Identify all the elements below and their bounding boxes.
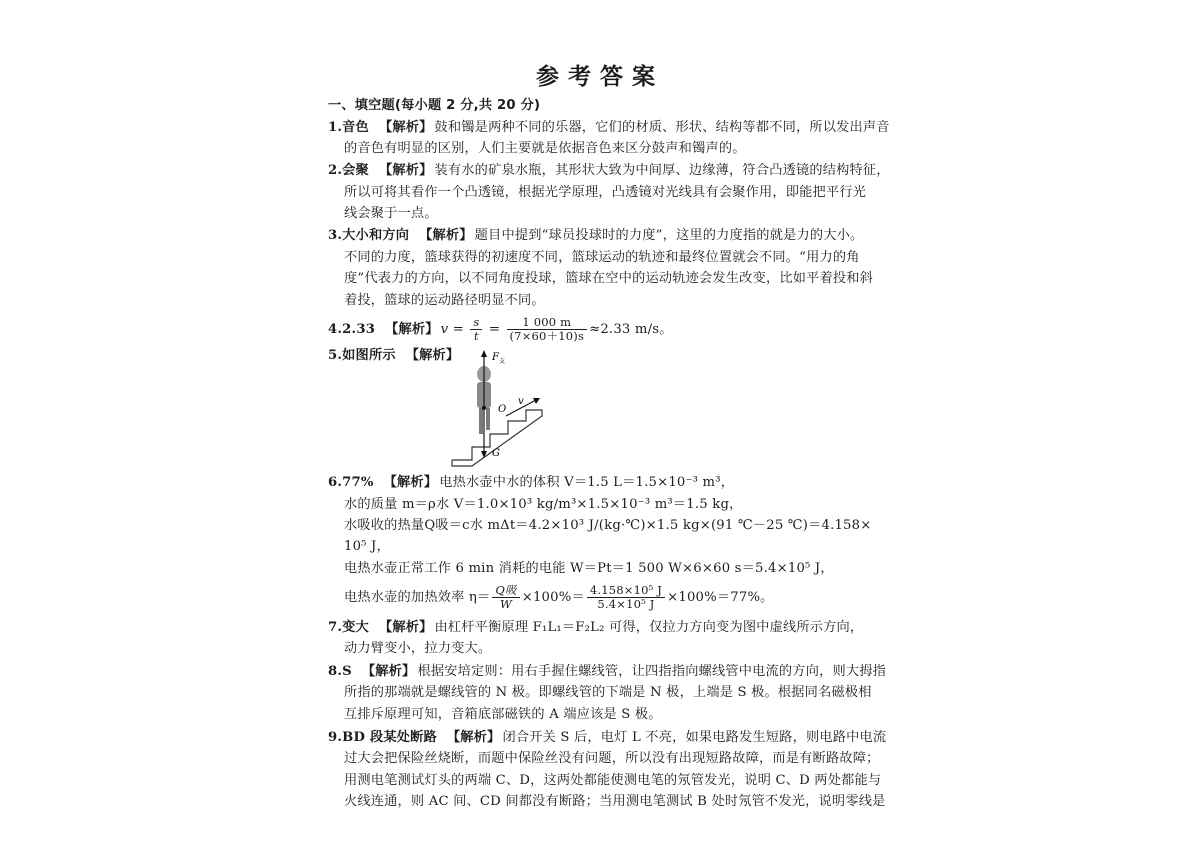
answer-6-text: 电热水壶中水的体积 V＝1.5 L＝1.5×10⁻³ m³，	[439, 475, 735, 490]
numerator: 4.158×10⁵ J	[587, 584, 665, 598]
analysis-tag: 【解析】	[419, 228, 473, 243]
answer-7-number: 7.变大	[328, 620, 369, 635]
support-force-arrowhead	[481, 350, 487, 357]
analysis-tag: 【解析】	[378, 163, 433, 178]
analysis-tag: 【解析】	[383, 475, 438, 490]
analysis-tag: 【解析】	[405, 348, 460, 363]
fraction-s-over-t	[470, 316, 482, 343]
numerator: s	[470, 316, 482, 330]
numerator: 1 000 m	[507, 316, 588, 330]
answer-3-line-4: 着投，篮球的运动路径明显不同。	[344, 293, 545, 308]
answer-1-line-2: 的音色有明显的区别，人们主要就是依据音色来区分鼓声和镯声的。	[344, 141, 746, 156]
answer-3-number: 3.大小和方向	[328, 228, 410, 243]
answer-5-number: 5.如图所示	[328, 348, 396, 363]
answer-8-line-1	[328, 664, 886, 680]
person-leg-right	[486, 408, 490, 430]
force-diagram-svg	[442, 350, 552, 468]
answer-6-number: 6.77%	[328, 475, 374, 490]
answer-7-line-2: 动力臂变小，拉力变大。	[344, 641, 492, 656]
force-diagram-figure	[442, 350, 552, 472]
answer-7-line-1	[328, 620, 863, 636]
answer-2-number: 2.会聚	[328, 163, 369, 178]
answer-2-line-2: 所以可将其看作一个凸透镜，根据光学原理，凸透镜对光线具有会聚作用，即能把平行光	[344, 185, 867, 200]
answer-4-number: 4.2.33	[328, 322, 376, 337]
analysis-tag: 【解析】	[378, 120, 433, 135]
equals-sign: =	[484, 322, 505, 337]
answer-6-line-3: 水吸收的热量Q吸＝c水 mΔt＝4.2×10³ J/(kg·℃)×1.5 kg×(91 ℃－25 ℃)＝4.158×	[344, 518, 872, 533]
answer-6-line-5: 电热水壶正常工作 6 min 消耗的电能 W＝Pt＝1 500 W×6×60 s＝5.4×10⁵ J，	[344, 561, 834, 576]
denominator: 5.4×10⁵ J	[597, 597, 655, 611]
label-g: G	[492, 448, 500, 459]
answer-9-line-3: 用测电笔测试灯头的两端 C、D，这两处都能使测电笔的氖管发光，说明 C、D 两处都能与	[344, 773, 882, 788]
answer-6-line-2: 水的质量 m＝ρ水 V＝1.0×10³ kg/m³×1.5×10⁻³ m³＝1.5 kg，	[344, 497, 743, 512]
page-title: 参考答案	[536, 64, 664, 90]
efficiency-result: ×100%＝77%。	[667, 590, 774, 605]
label-f: F	[492, 352, 499, 363]
formula-prefix: v =	[440, 322, 469, 337]
analysis-tag: 【解析】	[378, 620, 433, 635]
answer-1-line-1	[328, 120, 890, 136]
answer-3-line-1	[328, 228, 863, 244]
denominator: W	[500, 597, 513, 611]
analysis-tag: 【解析】	[446, 730, 501, 745]
answer-6-line-4: 10⁵ J，	[344, 539, 390, 554]
answer-2-text: 装有水的矿泉水瓶，其形状大致为中间厚、边缘薄，符合凸透镜的结构特征，	[434, 163, 890, 178]
efficiency-middle: ×100%＝	[521, 590, 585, 605]
answer-9-line-2: 过大会把保险丝烧断，而题中保险丝没有问题，所以没有出现短路故障，而是有断路故障；	[344, 751, 880, 766]
answer-8-line-3: 互排斥原理可知，音箱底部磁铁的 A 端应该是 S 极。	[344, 707, 662, 722]
answer-9-line-1	[328, 730, 886, 746]
denominator: (7×60＋10)s	[509, 329, 585, 343]
answer-1-text: 鼓和镯是两种不同的乐器，它们的材质、形状、结构等都不同，所以发出声音	[434, 120, 890, 135]
section-heading: 一、填空题(每小题 2 分,共 20 分)	[328, 98, 541, 113]
answer-8-line-2: 所指的那端就是螺线管的 N 极。即螺线管的下端是 N 极，上端是 S 极。根据同名磁极相	[344, 685, 872, 700]
label-o: O	[498, 404, 507, 415]
efficiency-prefix: 电热水壶的加热效率 η＝	[344, 590, 491, 605]
answer-9-line-4: 火线连通，则 AC 间、CD 间都没有断路；当用测电笔测试 B 处时氖管不发光，说明零线是	[344, 794, 886, 809]
answer-8-text: 根据安培定则：用右手握住螺线管，让四指指向螺线管中电流的方向，则大拇指	[417, 664, 887, 679]
fraction-distance-over-time	[507, 316, 588, 343]
analysis-tag: 【解析】	[385, 322, 439, 337]
answer-1-number: 1.音色	[328, 120, 369, 135]
answer-8-number: 8.S	[328, 664, 352, 679]
fraction-q-over-w	[492, 584, 519, 611]
answer-2-line-1	[328, 163, 890, 179]
person-leg-left	[479, 408, 483, 434]
answer-3-text: 题目中提到“球员投球时的力度”，这里的力度指的就是力的大小。	[474, 228, 864, 243]
answer-9-number: 9.BD 段某处断路	[328, 730, 437, 745]
answer-7-text: 由杠杆平衡原理 F₁L₁＝F₂L₂ 可得，仅拉力方向变为图中虚线所示方向，	[434, 620, 864, 635]
answer-4-line	[328, 316, 673, 343]
denominator: t	[473, 329, 479, 343]
center-point-o	[482, 406, 486, 410]
answer-2-line-3: 线会聚于一点。	[344, 206, 438, 221]
formula-result: ≈2.33 m/s。	[589, 322, 673, 337]
numerator: Q吸	[492, 584, 519, 598]
label-f-subscript: 支	[499, 358, 506, 365]
analysis-tag: 【解析】	[361, 664, 416, 679]
answer-3-line-3: 度”代表力的方向，以不同角度投球，篮球在空中的运动轨迹会发生改变，比如平着投和斜	[344, 271, 874, 286]
answer-6-line-1	[328, 475, 734, 491]
answer-3-line-2: 不同的力度，篮球获得的初速度不同，篮球运动的轨迹和最终位置就会不同。“用力的角	[344, 250, 860, 265]
label-v: v	[518, 396, 524, 407]
answer-9-text: 闭合开关 S 后，电灯 L 不亮，如果电路发生短路，则电路中电流	[502, 730, 887, 745]
gravity-force-arrowhead	[481, 451, 487, 458]
fraction-energy-ratio	[587, 584, 665, 611]
answer-6-line-6	[344, 584, 774, 611]
